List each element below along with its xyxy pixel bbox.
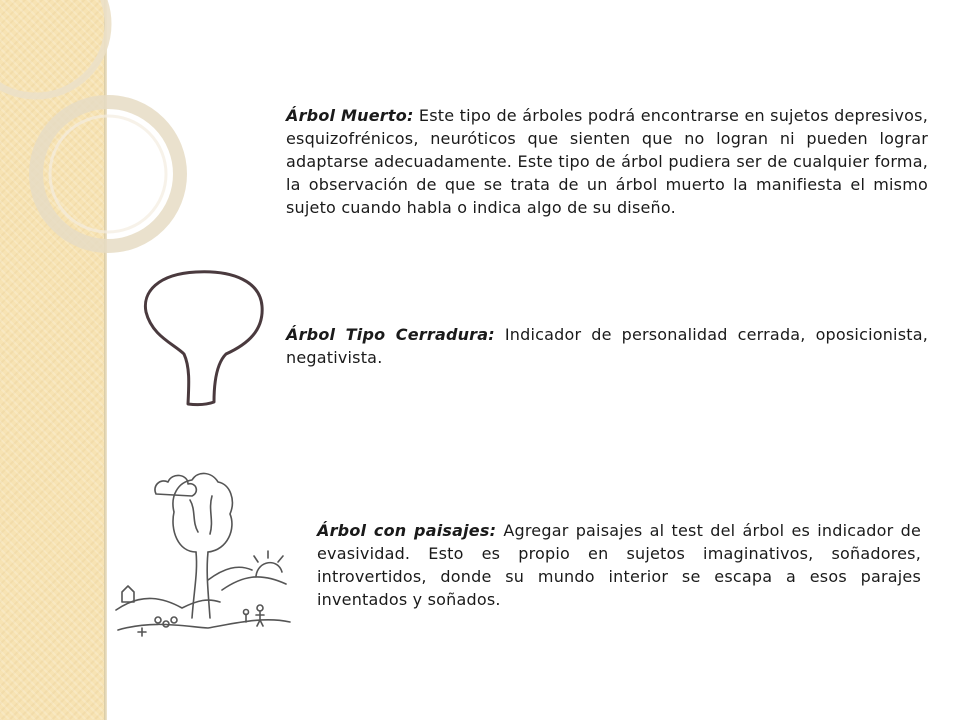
landscape-tree-icon [112, 460, 296, 642]
decorative-rings-icon [0, 0, 220, 260]
section-text: Este tipo de árboles podrá encontrarse en sujetos depresivos, esquizofrénicos, neuróticos que sienten que no logran ni pueden lograr adaptarse adecuadamente. Este tipo de árbol pudiera ser de cualquier forma, la observación de que se trata de un árbol muerto la manifiesta el mismo sujeto cuando habla o indica algo de su diseño. [286, 106, 928, 217]
section-heading: Árbol con paisajes: [317, 521, 497, 540]
section-arbol-cerradura [286, 323, 928, 369]
section-arbol-muerto [286, 104, 928, 219]
keyhole-tree-icon [136, 264, 276, 414]
section-text: Agregar paisajes al test del árbol es indicador de evasividad. Esto es propio en sujetos imaginativos, soñadores, introvertidos, donde su mundo interior se escapa a esos parajes inventados y soñados. [317, 521, 921, 609]
section-heading: Árbol Muerto: [286, 106, 414, 125]
section-text: Indicador de personalidad cerrada, oposicionista, negativista. [286, 325, 928, 367]
section-heading: Árbol Tipo Cerradura: [286, 325, 495, 344]
section-arbol-paisajes [317, 519, 921, 611]
